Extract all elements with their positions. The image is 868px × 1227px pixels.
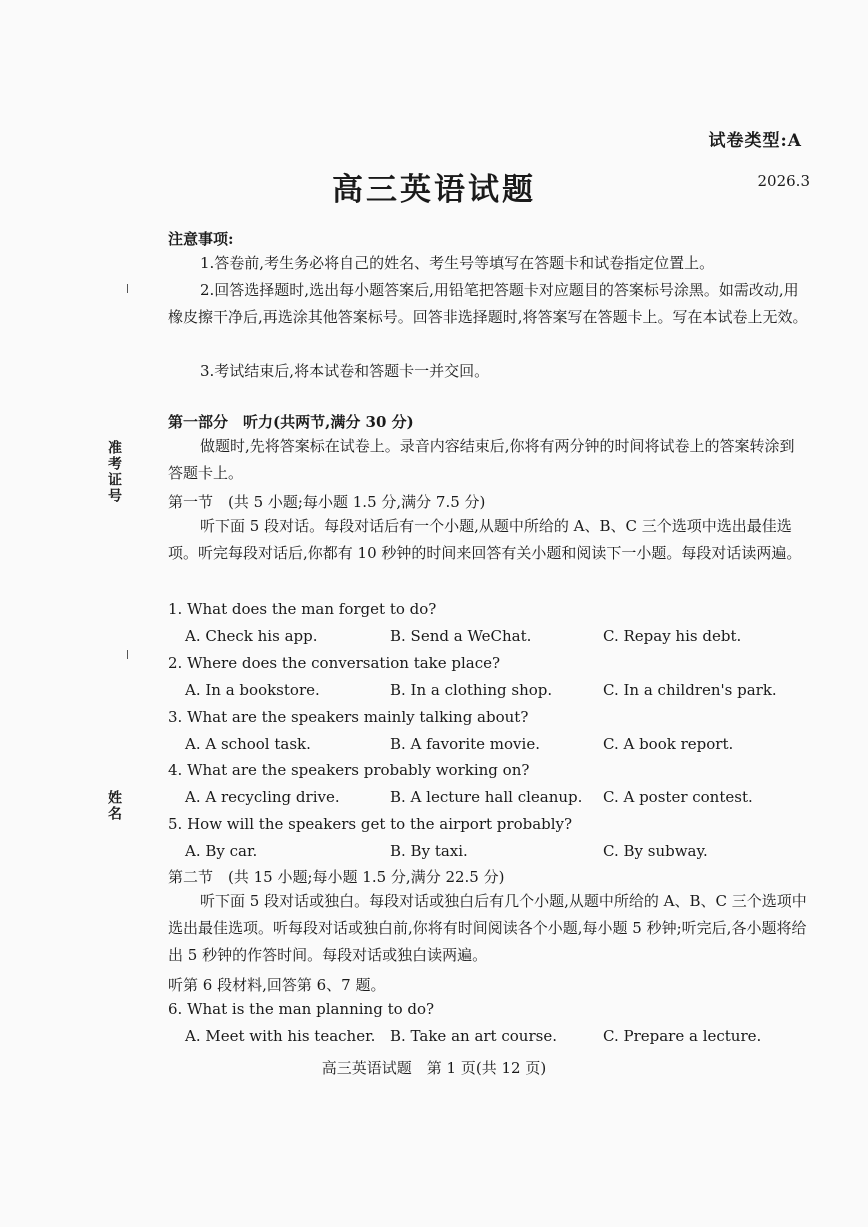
option-c: C. A poster contest. bbox=[603, 788, 753, 806]
option-a: A. A school task. bbox=[185, 735, 311, 753]
exam-type-label: 试卷类型:A bbox=[708, 131, 802, 151]
section2-intro: 听下面 5 段对话或独白。每段对话或独白后有几个小题,从题中所给的 A、B、C 三个选项中选出最佳选项。听每段对话或独白前,你将有时间阅读各个小题,每小题 5 秒钟;听完后,各小题将给出 5 秒钟的作答时间。每段对话或独白读两遍。 bbox=[168, 892, 807, 964]
notes-item: 2.回答选择题时,选出每小题答案后,用铅笔把答题卡对应题目的答案标号涂黑。如需改动,用橡皮擦干净后,再选涂其他答案标号。回答非选择题时,将答案写在答题卡上。写在本试卷上无效。 bbox=[168, 281, 808, 326]
option-b: B. A lecture hall cleanup. bbox=[390, 788, 583, 806]
option-a: A. In a bookstore. bbox=[185, 681, 320, 699]
option-c: C. Prepare a lecture. bbox=[603, 1027, 762, 1045]
option-b: B. In a clothing shop. bbox=[390, 681, 553, 699]
section1-heading: 第一节 (共 5 小题;每小题 1.5 分,满分 7.5 分) bbox=[168, 493, 486, 511]
binding-mark bbox=[127, 650, 128, 659]
option-b: B. A favorite movie. bbox=[390, 735, 540, 753]
exam-date: 2026.3 bbox=[757, 172, 810, 190]
part1-heading: 第一部分 听力(共两节,满分 30 分) bbox=[168, 413, 414, 431]
binding-mark bbox=[127, 284, 128, 293]
option-c: C. In a children's park. bbox=[603, 681, 777, 699]
question-text: 2. Where does the conversation take place? bbox=[168, 654, 501, 672]
name-label: 姓名 bbox=[106, 790, 122, 822]
section1-intro: 听下面 5 段对话。每段对话后有一个小题,从题中所给的 A、B、C 三个选项中选出最佳选项。听完每段对话后,你都有 10 秒钟的时间来回答有关小题和阅读下一小题。每段对话读两遍。 bbox=[168, 517, 802, 562]
question-text: 3. What are the speakers mainly talking about? bbox=[168, 708, 529, 726]
option-a: A. A recycling drive. bbox=[185, 788, 340, 806]
option-c: C. Repay his debt. bbox=[603, 627, 742, 645]
page-footer: 高三英语试题 第 1 页(共 12 页) bbox=[321, 1059, 547, 1077]
question-text: 1. What does the man forget to do? bbox=[168, 600, 437, 618]
notes-item: 3.考试结束后,将本试卷和答题卡一并交回。 bbox=[200, 362, 490, 380]
question-text: 5. How will the speakers get to the airport probably? bbox=[168, 815, 573, 833]
option-b: B. Take an art course. bbox=[390, 1027, 557, 1045]
option-c: C. By subway. bbox=[603, 842, 708, 860]
material-instruction: 听第 6 段材料,回答第 6、7 题。 bbox=[168, 976, 386, 994]
admission-number-label: 准考证号 bbox=[106, 440, 122, 504]
notes-item: 1.答卷前,考生务必将自己的姓名、考生号等填写在答题卡和试卷指定位置上。 bbox=[200, 254, 715, 272]
part1-intro: 做题时,先将答案标在试卷上。录音内容结束后,你将有两分钟的时间将试卷上的答案转涂到答题卡上。 bbox=[168, 437, 795, 482]
option-b: B. By taxi. bbox=[390, 842, 468, 860]
question-text: 4. What are the speakers probably working on? bbox=[168, 761, 530, 779]
notes-heading: 注意事项: bbox=[168, 230, 234, 248]
section2-heading: 第二节 (共 15 小题;每小题 1.5 分,满分 22.5 分) bbox=[168, 868, 505, 886]
option-c: C. A book report. bbox=[603, 735, 734, 753]
question-text: 6. What is the man planning to do? bbox=[168, 1000, 435, 1018]
option-a: A. By car. bbox=[185, 842, 258, 860]
option-a: A. Meet with his teacher. bbox=[185, 1027, 376, 1045]
option-b: B. Send a WeChat. bbox=[390, 627, 532, 645]
option-a: A. Check his app. bbox=[185, 627, 318, 645]
page-title: 高三英语试题 bbox=[332, 172, 536, 208]
